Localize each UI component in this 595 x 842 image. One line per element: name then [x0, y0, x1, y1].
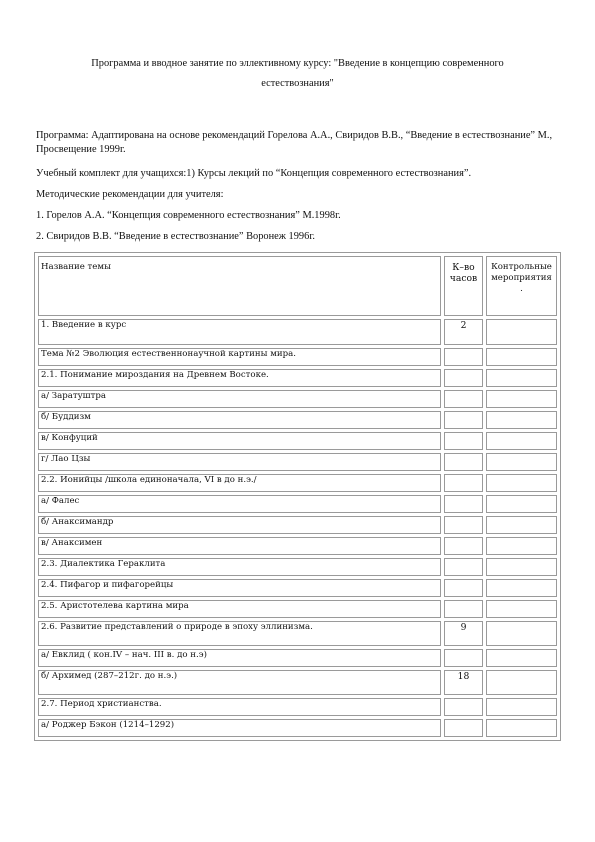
- topic-cell: б/ Анаксимандр: [38, 516, 441, 534]
- hours-cell: [444, 537, 483, 555]
- table-row: [38, 411, 557, 429]
- hours-cell: 9: [444, 621, 483, 646]
- hours-cell: [444, 600, 483, 618]
- hours-cell: [444, 390, 483, 408]
- table-row: [38, 579, 557, 597]
- title-line-2: естествознания": [261, 78, 334, 89]
- control-cell: [486, 600, 557, 618]
- topic-cell: 2.1. Понимание мироздания на Древнем Востоке.: [38, 369, 441, 387]
- header-topic: Название темы: [38, 256, 441, 316]
- control-cell: [486, 670, 557, 695]
- hours-cell: [444, 432, 483, 450]
- table-header-row: [38, 256, 557, 316]
- topic-cell: б/ Архимед (287–212г. до н.э.): [38, 670, 441, 695]
- topic-cell: а/ Заратуштра: [38, 390, 441, 408]
- topic-cell: 2.6. Развитие представлений о природе в эпоху эллинизма.: [38, 621, 441, 646]
- table-row: [38, 432, 557, 450]
- control-cell: [486, 390, 557, 408]
- table-row: [38, 670, 557, 695]
- teacher-recommendations-heading: Методические рекомендации для учителя:: [36, 189, 224, 200]
- hours-cell: [444, 474, 483, 492]
- table-row: [38, 621, 557, 646]
- header-hours: К–во часов: [444, 256, 483, 316]
- hours-cell: [444, 516, 483, 534]
- table-row: [38, 537, 557, 555]
- hours-cell: [444, 579, 483, 597]
- control-cell: [486, 558, 557, 576]
- table-row: [38, 348, 557, 366]
- control-cell: [486, 495, 557, 513]
- control-cell: [486, 474, 557, 492]
- topic-cell: г/ Лао Цзы: [38, 453, 441, 471]
- hours-cell: [444, 411, 483, 429]
- reference-1: 1. Горелов А.А. “Концепция современного естествознания” М.1998г.: [36, 210, 341, 221]
- reference-2: 2. Свиридов В.В. “Введение в естествознание” Воронеж 1996г.: [36, 231, 316, 242]
- table-row: [38, 495, 557, 513]
- curriculum-table: [34, 252, 561, 741]
- topic-cell: в/ Анаксимен: [38, 537, 441, 555]
- control-cell: [486, 719, 557, 737]
- hours-cell: [444, 649, 483, 667]
- table-row: [38, 369, 557, 387]
- table-row: [38, 649, 557, 667]
- program-source-text: Программа: Адаптирована на основе рекомендаций Горелова А.А., Свиридов В.В., “Введение в естествознание” М., Просвещение 1999г.: [36, 130, 553, 155]
- student-kit-text: Учебный комплект для учащихся:1) Курсы лекций по “Концепция современного естествознания”.: [36, 168, 472, 179]
- topic-cell: 2.7. Период христианства.: [38, 698, 441, 716]
- table-row: [38, 390, 557, 408]
- table-row: [38, 516, 557, 534]
- control-cell: [486, 432, 557, 450]
- control-cell: [486, 621, 557, 646]
- topic-cell: 2.2. Ионийцы /школа единоначала, VI в до н.э./: [38, 474, 441, 492]
- table-row: [38, 453, 557, 471]
- hours-cell: [444, 348, 483, 366]
- hours-cell: [444, 369, 483, 387]
- hours-cell: [444, 719, 483, 737]
- control-cell: [486, 537, 557, 555]
- hours-cell: [444, 698, 483, 716]
- control-cell: [486, 516, 557, 534]
- topic-cell: 2.4. Пифагор и пифагорейцы: [38, 579, 441, 597]
- control-cell: [486, 411, 557, 429]
- table-row: [38, 698, 557, 716]
- table-row: [38, 719, 557, 737]
- control-cell: [486, 649, 557, 667]
- topic-cell: Тема №2 Эволюция естественнонаучной картины мира.: [38, 348, 441, 366]
- topic-cell: а/ Роджер Бэкон (1214–1292): [38, 719, 441, 737]
- hours-cell: [444, 495, 483, 513]
- topic-cell: 2.3. Диалектика Гераклита: [38, 558, 441, 576]
- topic-cell: б/ Буддизм: [38, 411, 441, 429]
- hours-cell: 2: [444, 319, 483, 345]
- control-cell: [486, 698, 557, 716]
- topic-cell: 1. Введение в курс: [38, 319, 441, 345]
- hours-cell: [444, 453, 483, 471]
- control-cell: [486, 579, 557, 597]
- table-row: [38, 600, 557, 618]
- document-title: [40, 54, 555, 94]
- topic-cell: а/ Фалес: [38, 495, 441, 513]
- control-cell: [486, 453, 557, 471]
- topic-cell: 2.5. Аристотелева картина мира: [38, 600, 441, 618]
- hours-cell: [444, 558, 483, 576]
- header-control: Контрольные мероприятия .: [486, 256, 557, 316]
- table-row: [38, 474, 557, 492]
- hours-cell: 18: [444, 670, 483, 695]
- topic-cell: а/ Евклид ( кон.IV – нач. III в. до н.э): [38, 649, 441, 667]
- topic-cell: в/ Конфуций: [38, 432, 441, 450]
- table-row: [38, 558, 557, 576]
- title-line-1: Программа и вводное занятие по эллективному курсу: "Введение в концепцию современного: [91, 58, 504, 69]
- control-cell: [486, 319, 557, 345]
- control-cell: [486, 348, 557, 366]
- table-row: [38, 319, 557, 345]
- control-cell: [486, 369, 557, 387]
